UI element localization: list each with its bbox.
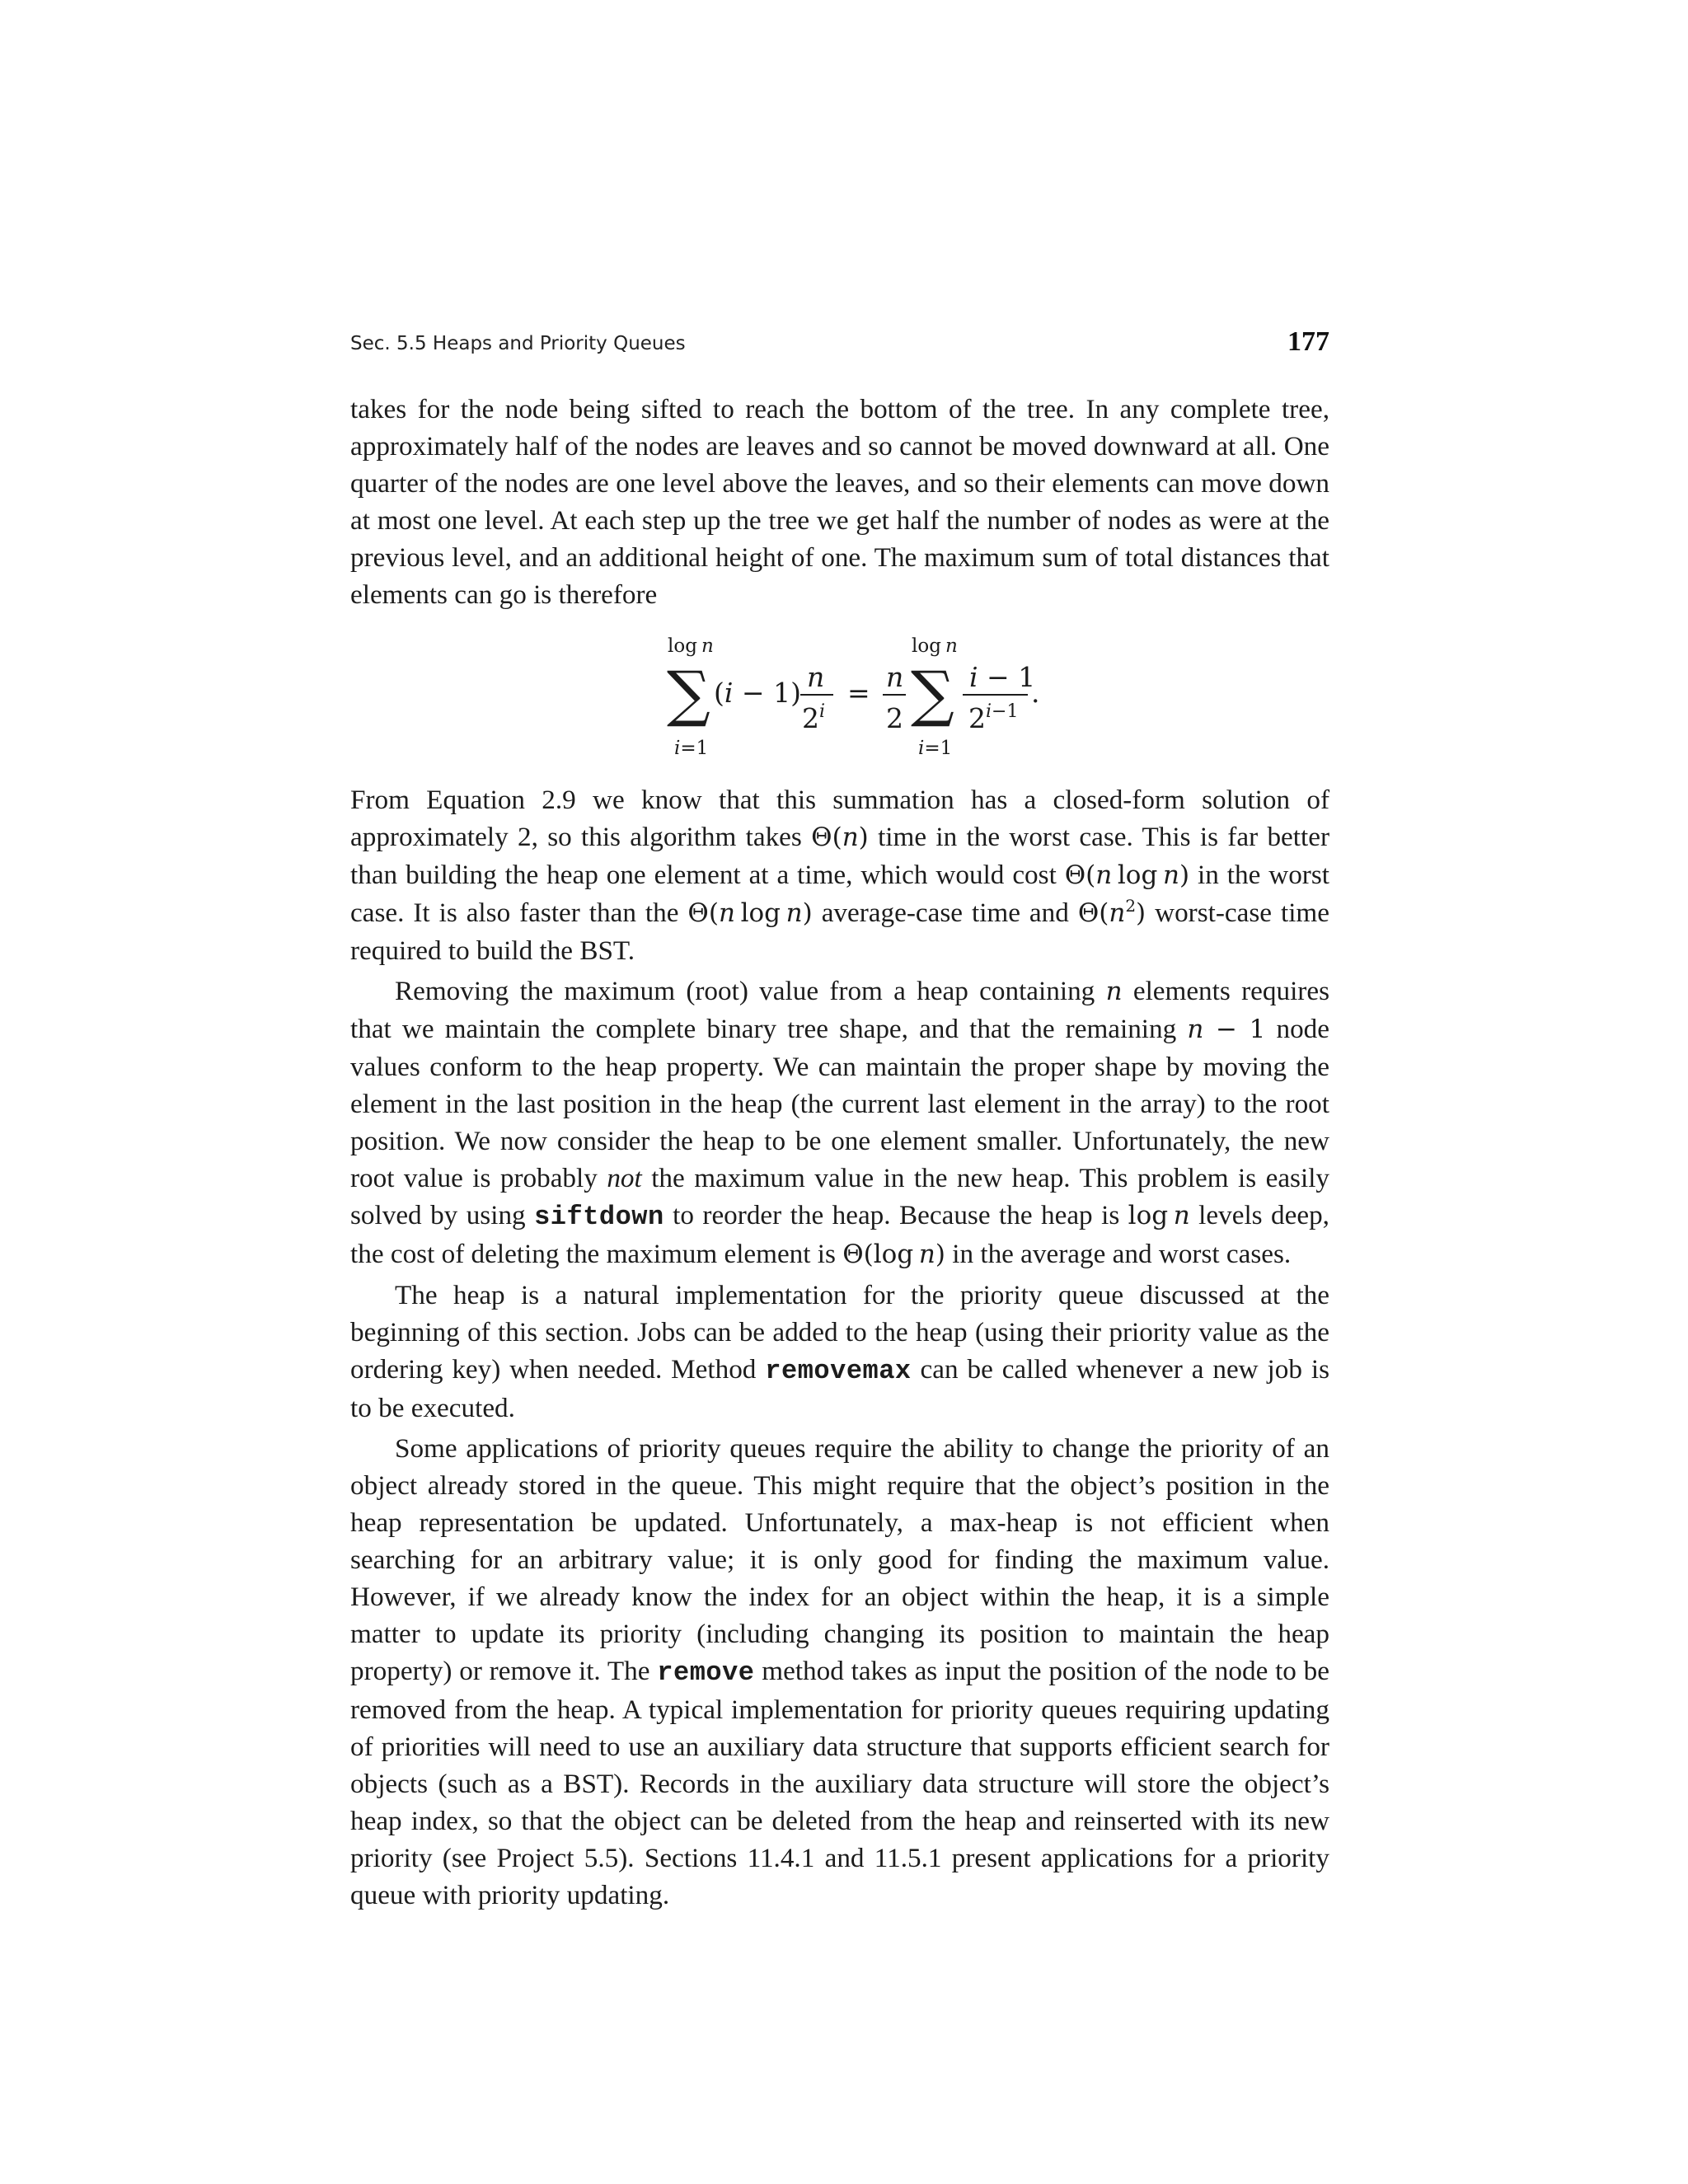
- lhs-factor: (i − 1): [714, 677, 801, 709]
- rhs-coef-denominator: 2: [886, 702, 903, 734]
- remove-code: remove: [657, 1657, 755, 1688]
- page-header: [350, 320, 1329, 358]
- paragraph-2: From Equation 2.9 we know that this summation has a closed-form solution of approximately 2, so this algorithm takes Θ(n) time in the worst case. This is far better than building the heap one element at a time, which would cost Θ(n log n) in the worst case. It is also faster than the Θ(n log n) average-case time and $\Theta(n^2)$ worst-case time required to build the BST.: [350, 785, 1329, 966]
- equals-sign: =: [847, 677, 870, 709]
- rhs-lower-limit: i=1: [918, 738, 953, 759]
- removemax-code: removemax: [765, 1356, 912, 1386]
- lhs-numerator: n: [807, 661, 825, 693]
- rhs-coef-numerator: n: [886, 661, 904, 693]
- lhs-denominator: 2$^i$: [802, 701, 826, 734]
- rhs-upper-limit: log n: [912, 635, 958, 657]
- rhs-numerator: i − 1: [969, 661, 1036, 693]
- siftdown-code: siftdown: [534, 1202, 664, 1232]
- paragraph-5: Some applications of priority queues require the ability to change the priority of an object already stored in the queue. This might require that the object’s position in the heap representation be updated. Unfortunately, a max-heap is not efficient when searching for an arbitrary value; it is only good for finding the maximum value. However, if we already know the index for an object within the heap, it is a simple matter to update its priority (including changing its position to maintain the heap property) or remove it. The remove method takes as input the position of the node to be removed from the heap. A typical implementation for priority queues requiring updating of priorities will need to use an auxiliary data structure that supports efficient search for objects (such as a BST). Records in the auxiliary data structure will store the object’s heap index, so that the object can be deleted from the heap and reinserted with its new priority (see Project 5.5). Sections 11.4.1 and 11.5.1 present applications for a priority queue with priority updating.: [350, 1433, 1330, 1910]
- equation-period: .: [1031, 677, 1040, 709]
- lhs-sigma-symbol: ∑: [667, 658, 710, 729]
- lhs-upper-limit: log n: [668, 635, 714, 657]
- running-head: Sec. 5.5 Heaps and Priority Queues: [350, 333, 686, 354]
- body-text: [350, 391, 1329, 1914]
- paragraph-4: The heap is a natural implementation for the priority queue discussed at the beginning of this section. Jobs can be added to the heap (using their priority value as the ordering key) when needed. Method removemax can be called whenever a new job is to be executed.: [350, 1280, 1329, 1423]
- summation-equation: [350, 613, 1329, 781]
- equation-svg: [350, 613, 1329, 781]
- paragraph-1: takes for the node being sifted to reach the bottom of the tree. In any complete tree, approximately half of the nodes are leaves and so cannot be moved downward at all. One quarter of the nodes are one level above the leaves, and so their elements can move down at most one level. At each step up the tree we get half the number of nodes as were at the previous level, and an additional height of one. The maximum sum of total distances that elements can go is therefore: [350, 394, 1329, 610]
- rhs-denominator: $2^i-1$: [968, 701, 1019, 734]
- lhs-lower-limit: i=1: [674, 738, 709, 759]
- rhs-sigma-symbol: ∑: [911, 658, 954, 729]
- paragraph-3: Removing the maximum (root) value from a heap containing n elements requires that we maintain the complete binary tree shape, and that the remaining n − 1 node values conform to the heap property. We can maintain the proper shape by moving the element in the last position in the heap (the current last element in the array) to the root position. We now consider the heap to be one element smaller. Unfortunately, the new root value is probably not the maximum value in the new heap. This problem is easily solved by using siftdown to reorder the heap. Because the heap is log n levels deep, the cost of deleting the maximum element is Θ(log n) in the average and worst cases.: [350, 976, 1330, 1269]
- page-number: 177: [1287, 326, 1329, 357]
